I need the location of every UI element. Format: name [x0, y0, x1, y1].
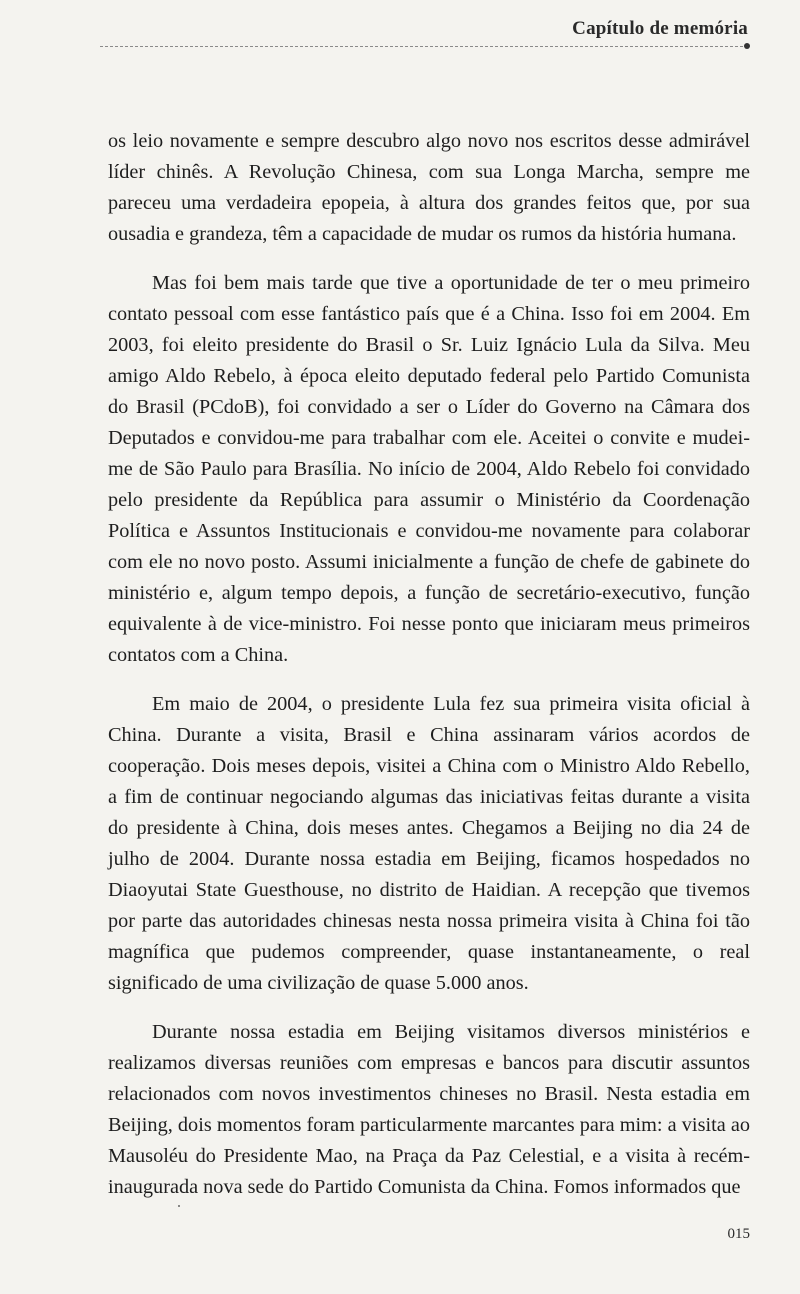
body-text: [108, 126, 750, 1203]
page-number: 015: [727, 1226, 750, 1242]
paper-speck: [178, 1205, 180, 1207]
running-header-title: Capítulo de memória: [572, 18, 748, 39]
paragraph-3: Em maio de 2004, o presidente Lula fez sua primeira visita oficial à China. Durante a visita, Brasil e China assinaram vários acordos de cooperação. Dois meses depois, visitei a China com o Ministro Aldo Rebello, a fim de continuar negociando algumas das iniciativas feitas durante a visita do presidente à China, dois meses antes. Chegamos a Beijing no dia 24 de julho de 2004. Durante nossa estadia em Beijing, ficamos hospedados no Diaoyutai State Guesthouse, no distrito de Haidian. A recepção que tivemos por parte das autoridades chinesas nesta nossa primeira visita à China foi tão magnífica que pudemos compreender, quase instantaneamente, o real significado de uma civilização de quase 5.000 anos.: [108, 693, 750, 994]
paragraph-4: Durante nossa estadia em Beijing visitamos diversos ministérios e realizamos diversas reuniões com empresas e bancos para discutir assuntos relacionados com novos investimentos chineses no Brasil. Nesta estadia em Beijing, dois momentos foram particularmente marcantes para mim: a visita ao Mausoléu do Presidente Mao, na Praça da Paz Celestial, e a visita à recém-inaugurada nova sede do Partido Comunista da China. Fomos informados que: [108, 1021, 750, 1198]
paragraph-2: Mas foi bem mais tarde que tive a oportunidade de ter o meu primeiro contato pessoal com esse fantástico país que é a China. Isso foi em 2004. Em 2003, foi eleito presidente do Brasil o Sr. Luiz Ignácio Lula da Silva. Meu amigo Aldo Rebelo, à época eleito deputado federal pelo Partido Comunista do Brasil (PCdoB), foi convidado a ser o Líder do Governo na Câmara dos Deputados e convidou-me para trabalhar com ele. Aceitei o convite e mudei-me de São Paulo para Brasília. No início de 2004, Aldo Rebelo foi convidado pelo presidente da República para assumir o Ministério da Coordenação Política e Assuntos Institucionais e convidou-me novamente para colaborar com ele no novo posto. Assumi inicialmente a função de chefe de gabinete do ministério e, algum tempo depois, a função de secretário-executivo, função equivalente à de vice-ministro. Foi nesse ponto que iniciaram meus primeiros contatos com a China.: [108, 272, 750, 666]
paragraph-1: os leio novamente e sempre descubro algo novo nos escritos desse admirável líder chinês. A Revolução Chinesa, com sua Longa Marcha, sempre me pareceu uma verdadeira epopeia, à altura dos grandes feitos que, por sua ousadia e grandeza, têm a capacidade de mudar os rumos da história humana.: [108, 130, 750, 245]
header-rule: [100, 46, 748, 47]
header-rule-end-dot: [744, 43, 750, 49]
